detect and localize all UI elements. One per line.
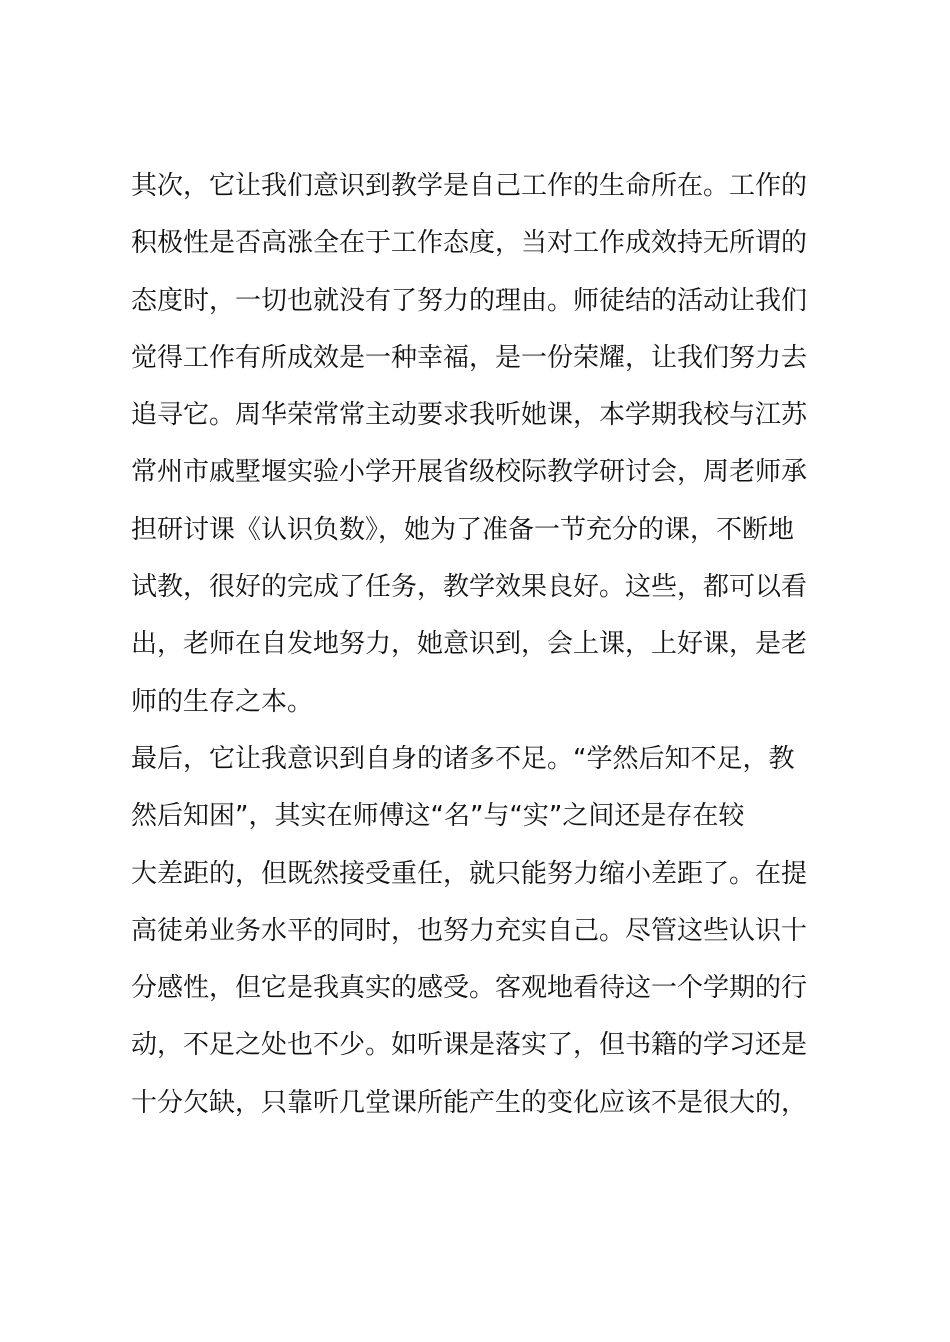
text-line: 其次，它让我们意识到教学是自己工作的生命所在。工作的: [131, 171, 808, 201]
text-line: 积极性是否高涨全在于工作态度，当对工作成效持无所谓的: [131, 228, 808, 259]
text-line: 然后知困”，其实在师傅这“名”与“实”之间还是存在较: [131, 801, 745, 832]
text-line: 担研讨课《认识负数》，她为了准备一节充分的课，不断地: [131, 514, 795, 545]
text-line: 觉得工作有所成效是一种幸福，是一份荣耀，让我们努力去: [131, 342, 808, 373]
text-line: 试教，很好的完成了任务，教学效果良好。这些，都可以看: [131, 572, 808, 603]
text-line: 常州市戚墅堰实验小学开展省级校际教学研讨会，周老师承: [131, 457, 808, 488]
body-text: [131, 158, 811, 1132]
text-line: 师的生存之本。: [131, 686, 314, 717]
text-line: 十分欠缺，只靠听几堂课所能产生的变化应该不是很大的，: [131, 1087, 808, 1118]
text-line: 追寻它。周华荣常常主动要求我听她课，本学期我校与江苏: [131, 400, 808, 431]
text-line: 动，不足之处也不少。如听课是落实了，但书籍的学习还是: [131, 1030, 808, 1061]
text-line: 出，老师在自发地努力，她意识到，会上课，上好课，是老: [131, 629, 808, 660]
text-line: 分感性，但它是我真实的感受。客观地看待这一个学期的行: [131, 973, 808, 1004]
text-line: 高徒弟业务水平的同时，也努力充实自己。尽管这些认识十: [131, 915, 808, 946]
text-line: 态度时，一切也就没有了努力的理由。师徒结的活动让我们: [131, 285, 808, 316]
text-line: 最后，它让我意识到自身的诸多不足。“学然后知不足，教: [131, 743, 795, 774]
text-line: 大差距的，但既然接受重任，就只能努力缩小差距了。在提: [131, 858, 808, 889]
